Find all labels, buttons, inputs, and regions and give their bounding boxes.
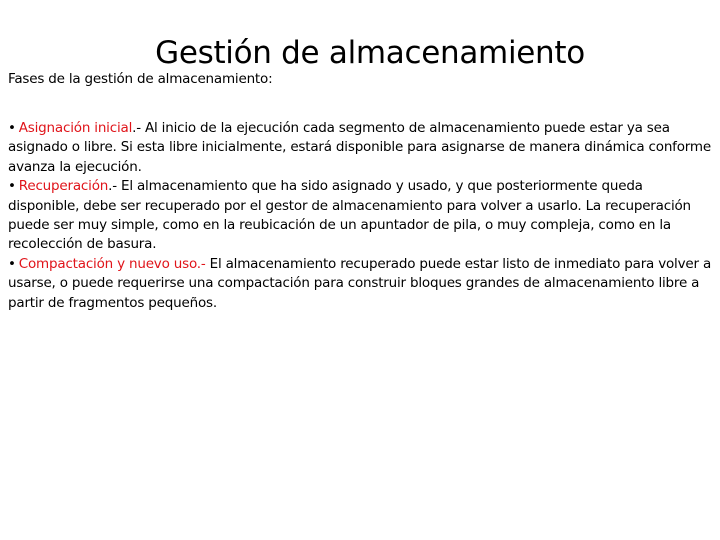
bullet-icon: • <box>8 120 16 136</box>
intro-text: Fases de la gestión de almacenamiento: <box>8 71 273 87</box>
list-item <box>8 177 714 255</box>
phase-separator: .- <box>132 120 145 136</box>
phase-term: Recuperación <box>18 178 109 195</box>
phase-term: Asignación inicial <box>18 120 133 136</box>
phase-separator: .- <box>108 178 121 195</box>
phase-description: El almacenamiento que ha sido asignado y usado, y que posteriormente queda disponible, debe ser recuperado por el gestor de almacenamiento para volver a usarlo. La recuperación puede ser muy simple, como en la reubicación de un apuntador de pila, o muy compleja, como en la recolección de basura. <box>8 178 691 253</box>
list-item <box>8 119 714 177</box>
phase-description: Al inicio de la ejecución cada segmento de almacenamiento puede estar ya sea asignado o libre. Si esta libre inicialmente, estará disponible para asignarse de manera dinámica conforme avanza la ejecución. <box>8 120 711 175</box>
phase-term: Compactación y nuevo uso.- <box>18 255 206 272</box>
bullet-icon: • <box>8 178 16 195</box>
slide-title: Gestión de almacenamiento <box>155 34 585 71</box>
phase-description: El almacenamiento recuperado puede estar listo de inmediato para volver a usarse, o puede requerirse una compactación para construir bloques grandes de almacenamiento libre a partir de fragmentos pequeños. <box>8 255 712 311</box>
phase-list <box>8 119 714 313</box>
bullet-icon: • <box>8 255 16 272</box>
list-item <box>8 255 714 313</box>
